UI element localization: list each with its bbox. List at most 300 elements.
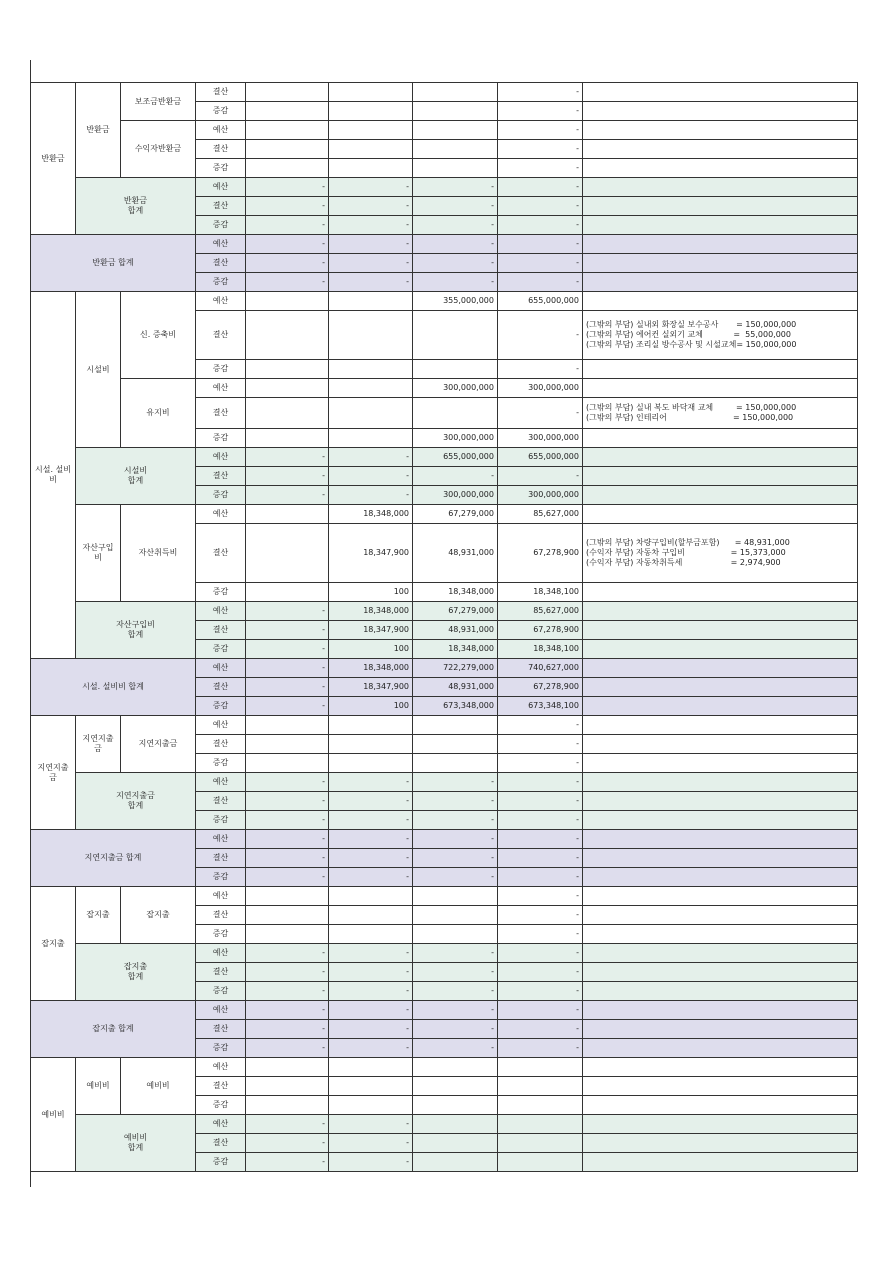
value-col-2: - [329,963,413,982]
total-row [31,1001,858,1020]
value-col-2: - [329,1001,413,1020]
row-type-label: 증감 [196,583,246,602]
value-col-2: - [329,773,413,792]
value-col-2: 18,348,000 [329,659,413,678]
value-col-1 [246,1077,329,1096]
value-col-3: - [413,944,498,963]
value-col-4: - [498,887,583,906]
value-col-1: - [246,1115,329,1134]
value-col-3 [413,140,498,159]
value-col-1 [246,716,329,735]
value-col-3: 655,000,000 [413,448,498,467]
value-col-1 [246,1096,329,1115]
note-cell [583,292,858,311]
note-cell [583,602,858,621]
row-type-label: 예산 [196,292,246,311]
section-header: 예비비 [31,1058,76,1172]
value-col-1 [246,429,329,448]
value-col-1 [246,583,329,602]
note-cell [583,159,858,178]
row-type-label: 증감 [196,159,246,178]
note-cell [583,140,858,159]
value-col-2: - [329,486,413,505]
row-type-label: 예산 [196,773,246,792]
value-col-3: - [413,178,498,197]
group-header: 시설비 [76,292,121,448]
row-type-label: 예산 [196,235,246,254]
value-col-1 [246,887,329,906]
value-col-1: - [246,792,329,811]
value-col-4: - [498,868,583,887]
value-col-4 [498,1134,583,1153]
value-col-1: - [246,868,329,887]
item-header: 수익자반환금 [121,121,196,178]
group-header: 반환금 [76,83,121,178]
value-col-4: - [498,140,583,159]
value-col-1: - [246,602,329,621]
item-header: 잡지출 [121,887,196,944]
table-row [31,1058,858,1077]
note-cell [583,925,858,944]
group-header: 자산구입 비 [76,505,121,602]
row-type-label: 결산 [196,311,246,360]
note-cell [583,1020,858,1039]
value-col-1: - [246,197,329,216]
value-col-1 [246,524,329,583]
value-col-1 [246,159,329,178]
value-col-4: - [498,178,583,197]
item-header: 예비비 [121,1058,196,1115]
value-col-4: - [498,716,583,735]
row-type-label: 결산 [196,254,246,273]
note-cell: (그밖의 부담) 실내외 화장실 보수공사 = 150,000,000 (그밖의 부담) 에어컨 실외기 교체 = 55,000,000 (그밖의 부담) 조리실 방수공사 및 시설교체= 150,000,000 [583,311,858,360]
value-col-2 [329,379,413,398]
row-type-label: 증감 [196,429,246,448]
value-col-4 [498,1153,583,1172]
note-cell [583,982,858,1001]
value-col-4: 300,000,000 [498,379,583,398]
note-cell [583,640,858,659]
value-col-1: - [246,640,329,659]
value-col-4: 67,278,900 [498,678,583,697]
row-type-label: 예산 [196,1058,246,1077]
subtotal-header: 잡지출 합계 [76,944,196,1001]
subtotal-header: 반환금 합계 [76,178,196,235]
value-col-3 [413,925,498,944]
value-col-4: - [498,83,583,102]
value-col-1: - [246,254,329,273]
value-col-3: - [413,868,498,887]
note-cell [583,448,858,467]
value-col-2: 18,347,900 [329,678,413,697]
subtotal-row [31,448,858,467]
value-col-3: - [413,273,498,292]
value-col-3 [413,159,498,178]
budget-settlement-table [30,82,858,1172]
value-col-1: - [246,486,329,505]
row-type-label: 증감 [196,1096,246,1115]
row-type-label: 결산 [196,1077,246,1096]
note-cell [583,1001,858,1020]
value-col-3 [413,1077,498,1096]
total-header: 지연지출금 합계 [31,830,196,887]
table-row [31,121,858,140]
value-col-2: - [329,216,413,235]
value-col-4: 18,348,100 [498,583,583,602]
note-cell [583,583,858,602]
row-type-label: 예산 [196,178,246,197]
value-col-3: - [413,811,498,830]
value-col-2 [329,906,413,925]
value-col-2: - [329,811,413,830]
value-col-4: - [498,1001,583,1020]
value-col-2 [329,1077,413,1096]
value-col-2: - [329,792,413,811]
row-type-label: 결산 [196,963,246,982]
value-col-4: - [498,754,583,773]
row-type-label: 결산 [196,735,246,754]
row-type-label: 예산 [196,1115,246,1134]
note-cell [583,429,858,448]
table-border [30,60,31,82]
note-cell [583,754,858,773]
note-cell [583,121,858,140]
section-header: 시설. 설비 비 [31,292,76,659]
row-type-label: 예산 [196,448,246,467]
value-col-4: 300,000,000 [498,486,583,505]
note-cell [583,467,858,486]
value-col-3: 48,931,000 [413,524,498,583]
value-col-2 [329,754,413,773]
value-col-1: - [246,1039,329,1058]
table-row [31,83,858,102]
value-col-2 [329,102,413,121]
value-col-3 [413,398,498,429]
note-cell [583,621,858,640]
note-cell [583,1039,858,1058]
value-col-3: - [413,773,498,792]
value-col-1 [246,398,329,429]
item-header: 지연지출금 [121,716,196,773]
value-col-2 [329,429,413,448]
value-col-3: 18,348,000 [413,640,498,659]
value-col-2 [329,360,413,379]
table-row [31,292,858,311]
value-col-3: 67,279,000 [413,602,498,621]
value-col-2: - [329,448,413,467]
value-col-3: 300,000,000 [413,379,498,398]
value-col-4: - [498,830,583,849]
item-header: 신. 증축비 [121,292,196,379]
value-col-1: - [246,1020,329,1039]
row-type-label: 증감 [196,1039,246,1058]
value-col-3 [413,906,498,925]
value-col-1 [246,1058,329,1077]
value-col-2 [329,140,413,159]
row-type-label: 증감 [196,925,246,944]
value-col-3 [413,311,498,360]
row-type-label: 결산 [196,467,246,486]
value-col-4: - [498,197,583,216]
value-col-1: - [246,659,329,678]
note-cell [583,735,858,754]
value-col-2: 18,348,000 [329,602,413,621]
group-header: 지연지출 금 [76,716,121,773]
row-type-label: 예산 [196,1001,246,1020]
value-col-4: - [498,216,583,235]
note-cell [583,716,858,735]
note-cell [583,360,858,379]
row-type-label: 증감 [196,486,246,505]
value-col-1 [246,379,329,398]
note-cell [583,486,858,505]
note-cell [583,963,858,982]
value-col-2 [329,159,413,178]
value-col-4: 673,348,100 [498,697,583,716]
total-header: 잡지출 합계 [31,1001,196,1058]
value-col-1 [246,735,329,754]
table-row [31,887,858,906]
section-header: 잡지출 [31,887,76,1001]
row-type-label: 증감 [196,640,246,659]
value-col-4: - [498,254,583,273]
row-type-label: 예산 [196,505,246,524]
value-col-4: - [498,792,583,811]
value-col-4: - [498,121,583,140]
row-type-label: 증감 [196,102,246,121]
value-col-3: - [413,1020,498,1039]
note-cell [583,849,858,868]
value-col-3 [413,735,498,754]
value-col-3: 67,279,000 [413,505,498,524]
subtotal-header: 자산구입비 합계 [76,602,196,659]
row-type-label: 결산 [196,83,246,102]
value-col-1: - [246,849,329,868]
row-type-label: 예산 [196,830,246,849]
row-type-label: 예산 [196,659,246,678]
row-type-label: 증감 [196,216,246,235]
note-cell [583,906,858,925]
row-type-label: 결산 [196,849,246,868]
value-col-3: 48,931,000 [413,621,498,640]
value-col-1 [246,906,329,925]
value-col-4: - [498,467,583,486]
value-col-2: - [329,1153,413,1172]
value-col-4: - [498,159,583,178]
value-col-1 [246,754,329,773]
section-header: 반환금 [31,83,76,235]
value-col-4: - [498,102,583,121]
table-row [31,379,858,398]
value-col-2: - [329,1020,413,1039]
value-col-3: - [413,963,498,982]
value-col-2: - [329,235,413,254]
value-col-4: 85,627,000 [498,505,583,524]
value-col-1: - [246,830,329,849]
value-col-3: - [413,1001,498,1020]
value-col-3 [413,83,498,102]
value-col-2: 18,347,900 [329,621,413,640]
table-row [31,716,858,735]
note-cell [583,659,858,678]
value-col-2: - [329,254,413,273]
value-col-1 [246,292,329,311]
row-type-label: 결산 [196,792,246,811]
value-col-1: - [246,982,329,1001]
note-cell [583,830,858,849]
value-col-3: - [413,849,498,868]
row-type-label: 증감 [196,754,246,773]
value-col-3 [413,102,498,121]
value-col-2 [329,887,413,906]
total-row [31,659,858,678]
subtotal-row [31,602,858,621]
group-header: 예비비 [76,1058,121,1115]
value-col-4: 655,000,000 [498,292,583,311]
value-col-3 [413,360,498,379]
value-col-3: 355,000,000 [413,292,498,311]
value-col-3 [413,1153,498,1172]
value-col-4: 67,278,900 [498,524,583,583]
note-cell [583,1153,858,1172]
value-col-1: - [246,448,329,467]
note-cell: (그밖의 부담) 실내 복도 바닥재 교체 = 150,000,000 (그밖의 부담) 인테리어 = 150,000,000 [583,398,858,429]
value-col-2: - [329,197,413,216]
value-col-4: 67,278,900 [498,621,583,640]
value-col-2 [329,311,413,360]
section-header: 지연지출 금 [31,716,76,830]
subtotal-row [31,178,858,197]
value-col-2: - [329,830,413,849]
row-type-label: 증감 [196,273,246,292]
value-col-2: - [329,982,413,1001]
value-col-4: 740,627,000 [498,659,583,678]
value-col-3: 300,000,000 [413,429,498,448]
value-col-2 [329,292,413,311]
value-col-1: - [246,178,329,197]
value-col-3: 18,348,000 [413,583,498,602]
value-col-1: - [246,963,329,982]
value-col-2: 100 [329,697,413,716]
value-col-2: 100 [329,583,413,602]
row-type-label: 증감 [196,982,246,1001]
note-cell [583,83,858,102]
note-cell [583,197,858,216]
subtotal-header: 지연지출금 합계 [76,773,196,830]
value-col-1: - [246,216,329,235]
value-col-3 [413,121,498,140]
subtotal-row [31,944,858,963]
value-col-2: - [329,944,413,963]
row-type-label: 증감 [196,697,246,716]
value-col-4: - [498,811,583,830]
value-col-1 [246,83,329,102]
value-col-3: 48,931,000 [413,678,498,697]
note-cell [583,102,858,121]
row-type-label: 증감 [196,360,246,379]
value-col-1: - [246,1134,329,1153]
value-col-2 [329,1058,413,1077]
value-col-2 [329,735,413,754]
value-col-3 [413,1096,498,1115]
value-col-4: - [498,944,583,963]
value-col-2 [329,398,413,429]
value-col-2: 18,348,000 [329,505,413,524]
value-col-1: - [246,235,329,254]
note-cell [583,697,858,716]
value-col-1: - [246,697,329,716]
value-col-3 [413,887,498,906]
value-col-1 [246,102,329,121]
row-type-label: 증감 [196,811,246,830]
note-cell [583,1077,858,1096]
value-col-4 [498,1096,583,1115]
value-col-2 [329,925,413,944]
item-header: 보조금반환금 [121,83,196,121]
value-col-3 [413,754,498,773]
value-col-4 [498,1058,583,1077]
value-col-4: - [498,849,583,868]
value-col-4: - [498,906,583,925]
value-col-2: 18,347,900 [329,524,413,583]
note-cell [583,792,858,811]
subtotal-row [31,773,858,792]
note-cell [583,887,858,906]
value-col-4: 300,000,000 [498,429,583,448]
value-col-1: - [246,811,329,830]
value-col-1 [246,505,329,524]
value-col-2: - [329,849,413,868]
note-cell [583,379,858,398]
row-type-label: 예산 [196,887,246,906]
value-col-3: - [413,467,498,486]
row-type-label: 예산 [196,121,246,140]
row-type-label: 결산 [196,621,246,640]
note-cell [583,273,858,292]
item-header: 유지비 [121,379,196,448]
note-cell [583,178,858,197]
value-col-2 [329,716,413,735]
value-col-4 [498,1077,583,1096]
value-col-4: - [498,963,583,982]
value-col-3 [413,1134,498,1153]
note-cell [583,235,858,254]
row-type-label: 예산 [196,602,246,621]
group-header: 잡지출 [76,887,121,944]
note-cell: (그밖의 부담) 차량구입비(할부금포함) = 48,931,000 (수익자 부담) 자동차 구입비 = 15,373,000 (수익자 부담) 자동차취득세 = 2,974,900 [583,524,858,583]
value-col-2: - [329,467,413,486]
subtotal-header: 예비비 합계 [76,1115,196,1172]
note-cell [583,944,858,963]
value-col-4: 18,348,100 [498,640,583,659]
value-col-2: - [329,868,413,887]
note-cell [583,254,858,273]
value-col-3: - [413,197,498,216]
note-cell [583,1134,858,1153]
value-col-1 [246,311,329,360]
value-col-3: - [413,982,498,1001]
value-col-4: - [498,398,583,429]
total-header: 반환금 합계 [31,235,196,292]
value-col-3 [413,1058,498,1077]
value-col-3: - [413,792,498,811]
note-cell [583,1096,858,1115]
value-col-4 [498,1115,583,1134]
value-col-4: - [498,925,583,944]
note-cell [583,216,858,235]
value-col-1 [246,925,329,944]
value-col-1: - [246,467,329,486]
